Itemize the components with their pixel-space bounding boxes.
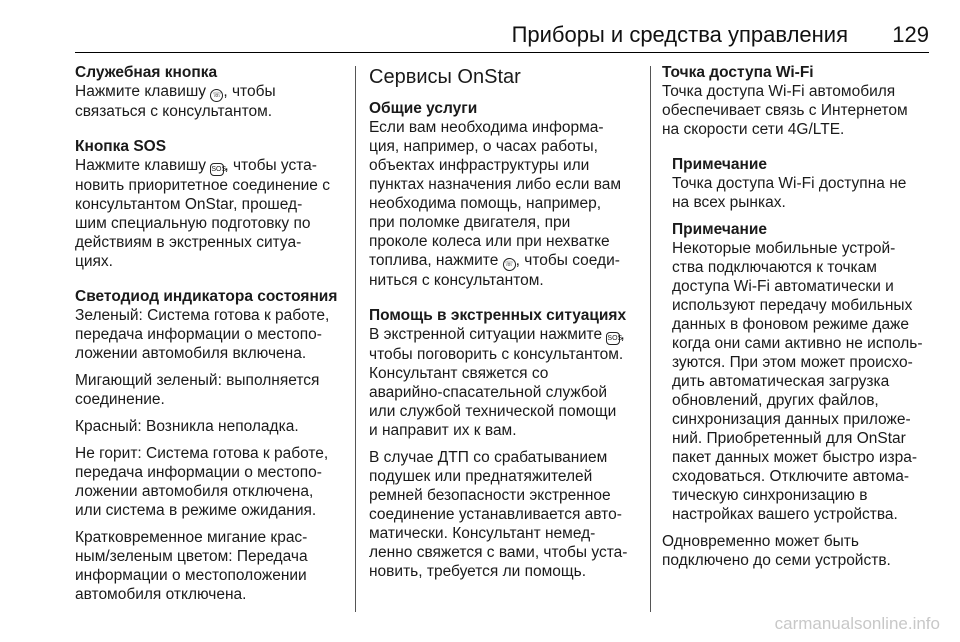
text-line: циях. (75, 253, 113, 270)
page-number: 129 (892, 22, 929, 47)
text-line: Консультант свяжется со (369, 365, 549, 382)
text-line: Одновременно может быть (662, 533, 859, 550)
sos-button-heading: Кнопка SOS (75, 138, 167, 155)
text-line: данных в фоновом режиме даже (672, 316, 910, 333)
text-line: синхронизация данных приложе- (672, 411, 911, 428)
text-line: на скорости сети 4G/LTE. (662, 121, 845, 138)
text-line: подушек или преднатяжителей (369, 468, 593, 485)
led-red-paragraph (75, 417, 353, 436)
column-right (662, 63, 929, 570)
text-run: Нажмите клавишу (75, 157, 211, 174)
text-line: аварийно-спасательной службой (369, 384, 608, 401)
text-line: обеспечивает связь с Интернетом (662, 102, 908, 119)
text-run: В экстренной ситуации нажмите (369, 326, 607, 343)
text-line: обновлений, других файлов, (672, 392, 879, 409)
led-flash-paragraph (75, 528, 353, 604)
column-middle (369, 63, 648, 581)
note-block (672, 155, 929, 212)
text-line: консультантом OnStar, прошед- (75, 196, 303, 213)
service-button-icon: ☏ (503, 258, 516, 271)
text-line: и направит их к вам. (369, 422, 517, 439)
text-line: новить, требуется ли помощь. (369, 563, 587, 580)
text-line: матически. Консультант немед- (369, 525, 596, 542)
text-lines (369, 345, 648, 440)
text-line: доступа Wi-Fi автоматически и (672, 278, 894, 295)
text-line: при поломке двигателя, при (369, 214, 571, 231)
text-line: новить приоритетное соединение с (75, 177, 330, 194)
text-line: ложении автомобиля включена. (75, 345, 307, 362)
text-run: Нажмите клавишу (75, 83, 211, 100)
general-services-paragraph (369, 118, 648, 290)
text-line: ным/зеленым цветом: Передача (75, 548, 308, 565)
text-line: или система в режиме ожидания. (75, 502, 317, 519)
text-run: топлива, нажмите (369, 252, 503, 269)
text-line: Кратковременное мигание крас- (75, 529, 308, 546)
text-line: действиям в экстренных ситуа- (75, 234, 302, 251)
text-line: пунктах назначения либо если вам (369, 176, 622, 193)
text-line: Точка доступа Wi-Fi доступна не (672, 175, 907, 192)
text-line: пакет данных может быстро изра- (672, 449, 918, 466)
text-line: соединение устанавливается авто- (369, 506, 622, 523)
text-line: Не горит: Система готова к работе, (75, 445, 329, 462)
service-button-icon: ☏ (210, 89, 223, 102)
text-line: ства подключаются к точкам (672, 259, 877, 276)
text-line: ция, например, о часах работы, (369, 138, 598, 155)
text-line: подключено до семи устройств. (662, 552, 891, 569)
text-line: ремней безопасности экстренное (369, 487, 611, 504)
text-run: связаться с консультантом. (75, 103, 273, 120)
wifi-paragraph (662, 82, 929, 139)
header-rule (75, 52, 929, 53)
led-blinking-paragraph (75, 371, 353, 409)
note-text (672, 239, 929, 524)
sos-button-icon: SOS (606, 332, 620, 345)
column-divider (355, 66, 356, 612)
text-lines (75, 176, 353, 271)
text-run: ниться с консультантом. (369, 272, 544, 289)
text-line: ложении автомобиля отключена, (75, 483, 314, 500)
note-block (672, 220, 929, 524)
text-line: ний. Приобретенный для OnStar (672, 430, 906, 447)
text-line: необходима помощь, например, (369, 195, 602, 212)
column-left (75, 63, 353, 604)
text-line: соединение. (75, 391, 165, 408)
note-heading: Примечание (672, 221, 767, 238)
emergency-paragraph (369, 325, 648, 440)
text-line: передача информации о местопо- (75, 464, 322, 481)
text-line: сходоваться. Отключите автома- (672, 468, 910, 485)
general-services-heading: Общие услуги (369, 100, 478, 117)
page-header (0, 0, 960, 58)
text-run: , чтобы (223, 83, 276, 100)
service-button-heading: Служебная кнопка (75, 64, 218, 81)
led-green-paragraph (75, 306, 353, 363)
text-line: ленно свяжется с вами, чтобы уста- (369, 544, 628, 561)
crash-paragraph (369, 448, 648, 581)
text-line: дить автоматическая загрузка (672, 373, 890, 390)
text-line: проколе колеса или при нехватке (369, 233, 610, 250)
text-line: тическую синхронизацию в (672, 487, 868, 504)
sos-button-icon: SOS (210, 163, 224, 176)
emergency-heading: Помощь в экстренных ситуациях (369, 307, 627, 324)
sos-paragraph (75, 156, 353, 271)
text-line: чтобы поговорить с консультантом. (369, 346, 624, 363)
text-line: Точка доступа Wi-Fi автомобиля (662, 83, 896, 100)
wifi-heading: Точка доступа Wi-Fi (662, 64, 814, 81)
text-line: Если вам необходима информа- (369, 119, 604, 136)
text-line: Зеленый: Система готова к работе, (75, 307, 330, 324)
section-title: Сервисы OnStar (369, 66, 521, 88)
text-line: информации о местоположении (75, 567, 307, 584)
service-paragraph (75, 82, 353, 121)
devices-paragraph (662, 532, 929, 570)
page-title: Приборы и средства управления (511, 22, 848, 47)
status-led-heading: Светодиод индикатора состояния (75, 288, 338, 305)
text-line: настройках вашего устройства. (672, 506, 898, 523)
text-line: Красный: Возникла неполадка. (75, 418, 299, 435)
text-line: используют передачу мобильных (672, 297, 913, 314)
text-line: или службой технической помощи (369, 403, 617, 420)
text-line: на всех рынках. (672, 194, 786, 211)
text-line: когда они сами активно не исполь- (672, 335, 923, 352)
text-line: Мигающий зеленый: выполняется (75, 372, 320, 389)
note-text (672, 174, 929, 212)
text-line: объектах инфраструктуры или (369, 157, 590, 174)
text-line: Некоторые мобильные устрой- (672, 240, 896, 257)
note-heading: Примечание (672, 156, 767, 173)
led-off-paragraph (75, 444, 353, 520)
text-run: , (620, 326, 625, 343)
text-lines (369, 118, 648, 251)
text-line: шим специальную подготовку по (75, 215, 311, 232)
text-line: зуются. При этом может происхо- (672, 354, 913, 371)
text-line: автомобиля отключена. (75, 586, 247, 603)
text-line: В случае ДТП со срабатыванием (369, 449, 608, 466)
watermark: carmanualsonline.info (774, 614, 940, 633)
column-divider (650, 66, 651, 612)
text-line: передача информации о местопо- (75, 326, 322, 343)
text-run: , чтобы соеди- (515, 252, 620, 269)
text-run: , чтобы уста- (224, 157, 317, 174)
